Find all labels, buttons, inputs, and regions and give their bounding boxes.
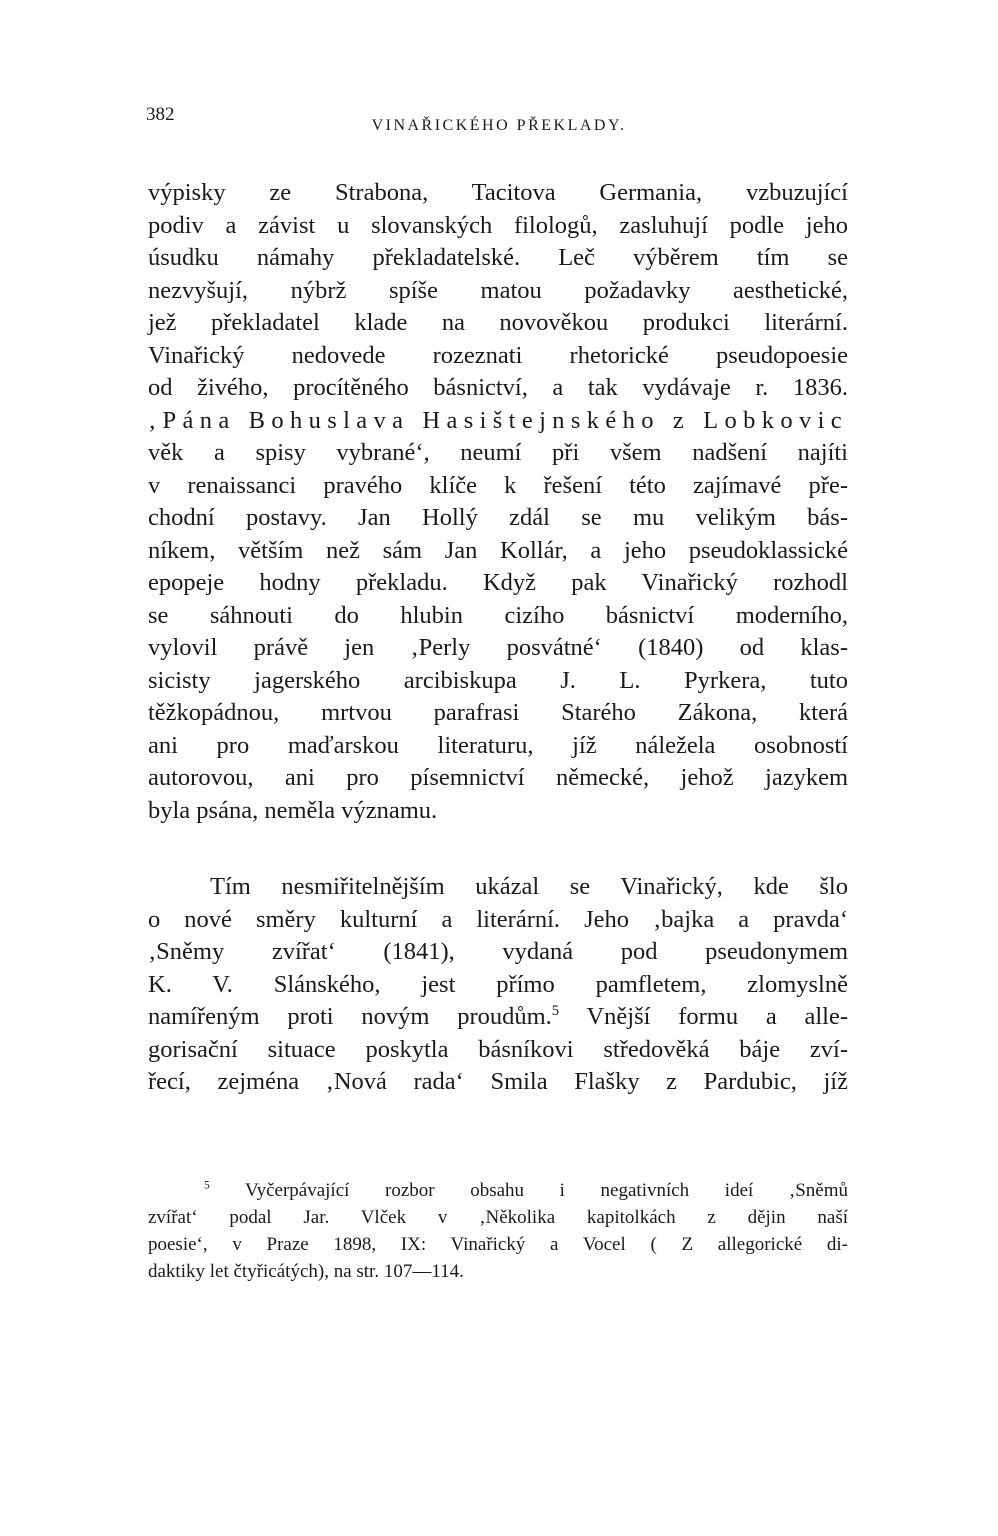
paragraph-gap (148, 827, 848, 871)
text-line: autorovou, ani pro písemnictví německé, jehož jazykem (148, 764, 848, 791)
footnote-line: poesie‘, v Praze 1898, IX: Vinařický a Vocel ( Z allegorické di- (148, 1234, 848, 1255)
text-line: byla psána, neměla významu. (148, 796, 438, 824)
text-line: se sáhnouti do hlubin cizího básnictví moderního, (148, 601, 848, 629)
text-run: Vnější formu a alle- (559, 1003, 848, 1030)
text-line: řecí, zejména ‚Nová rada‘ Smila Flašky z Pardubic, jíž (148, 1068, 848, 1095)
footnote-line: zvířat‘ podal Jar. Vlček v ‚Několika kapitolkách z dějin naší (148, 1207, 848, 1228)
footnote-mark: 5 (204, 1179, 210, 1192)
page-number: 382 (146, 104, 175, 125)
text-line: nezvyšují, nýbrž spíše matou požadavky aesthetické, (148, 276, 848, 304)
text-line: chodní postavy. Jan Hollý zdál se mu velikým bás- (148, 504, 848, 531)
paragraph (148, 177, 848, 827)
text-line: ani pro maďarskou literaturu, jíž náležela osobností (148, 731, 848, 759)
footnote-ref: 5 (551, 1002, 560, 1019)
text-line (148, 1001, 848, 1034)
text-line: Vinařický nedovede rozeznati rhetorické pseudopoesie (148, 341, 848, 369)
paragraph (148, 871, 848, 1099)
text-line: těžkopádnou, mrtvou parafrasi Starého Zákona, která (148, 699, 848, 726)
text-line: věk a spisy vybrané‘, neumí při všem nadšení najíti (148, 439, 848, 466)
text-line: epopeje hodny překladu. Když pak Vinařický rozhodl (148, 569, 848, 596)
running-head: VINAŘICKÉHO PŘEKLADY. (371, 117, 627, 134)
text-line: vylovil právě jen ‚Perly posvátné‘ (1840) od klas- (148, 634, 848, 661)
text-line: níkem, větším než sám Jan Kollár, a jeho pseudoklassické (148, 536, 848, 564)
text-line: výpisky ze Strabona, Tacitova Germania, vzbuzující (148, 179, 848, 206)
text-line: od živého, procítěného básnictví, a tak vydávaje r. 1836. (148, 374, 848, 401)
footnote-line (148, 1177, 848, 1204)
text-line: jež překladatel klade na novověkou produkci literární. (148, 309, 848, 336)
text-line: ‚Pána Bohuslava Hasištejnského z Lobkovic (148, 406, 848, 434)
text-line: o nové směry kulturní a literární. Jeho ‚bajka a pravda‘ (148, 905, 848, 933)
footnotes (148, 1177, 848, 1285)
text-line: v renaissanci pravého klíče k řešení této zajímavé pře- (148, 471, 848, 499)
text-run: Vyčerpávající rozbor obsahu i negativních ideí ‚Sněmů (209, 1180, 848, 1201)
text-line: sicisty jagerského arcibiskupa J. L. Pyrkera, tuto (148, 666, 848, 694)
text-line: gorisační situace poskytla básníkovi středověká báje zví- (148, 1035, 848, 1063)
text-line: Tím nesmiřitelnějším ukázal se Vinařický, kde šlo (210, 873, 848, 900)
text-line: K. V. Slánského, jest přímo pamfletem, zlomyslně (148, 970, 848, 998)
text-line: ‚Sněmy zvířat‘ (1841), vydaná pod pseudonymem (148, 938, 848, 965)
body-text (148, 177, 848, 1099)
text-line: úsudku námahy překladatelské. Leč výběrem tím se (148, 244, 848, 271)
text-line: podiv a závist u slovanských filologů, zasluhují podle jeho (148, 211, 848, 239)
footnote-line: daktiky let čtyřicátých), na str. 107—114. (148, 1261, 464, 1282)
text-run: namířeným proti novým proudům. (148, 1003, 552, 1030)
